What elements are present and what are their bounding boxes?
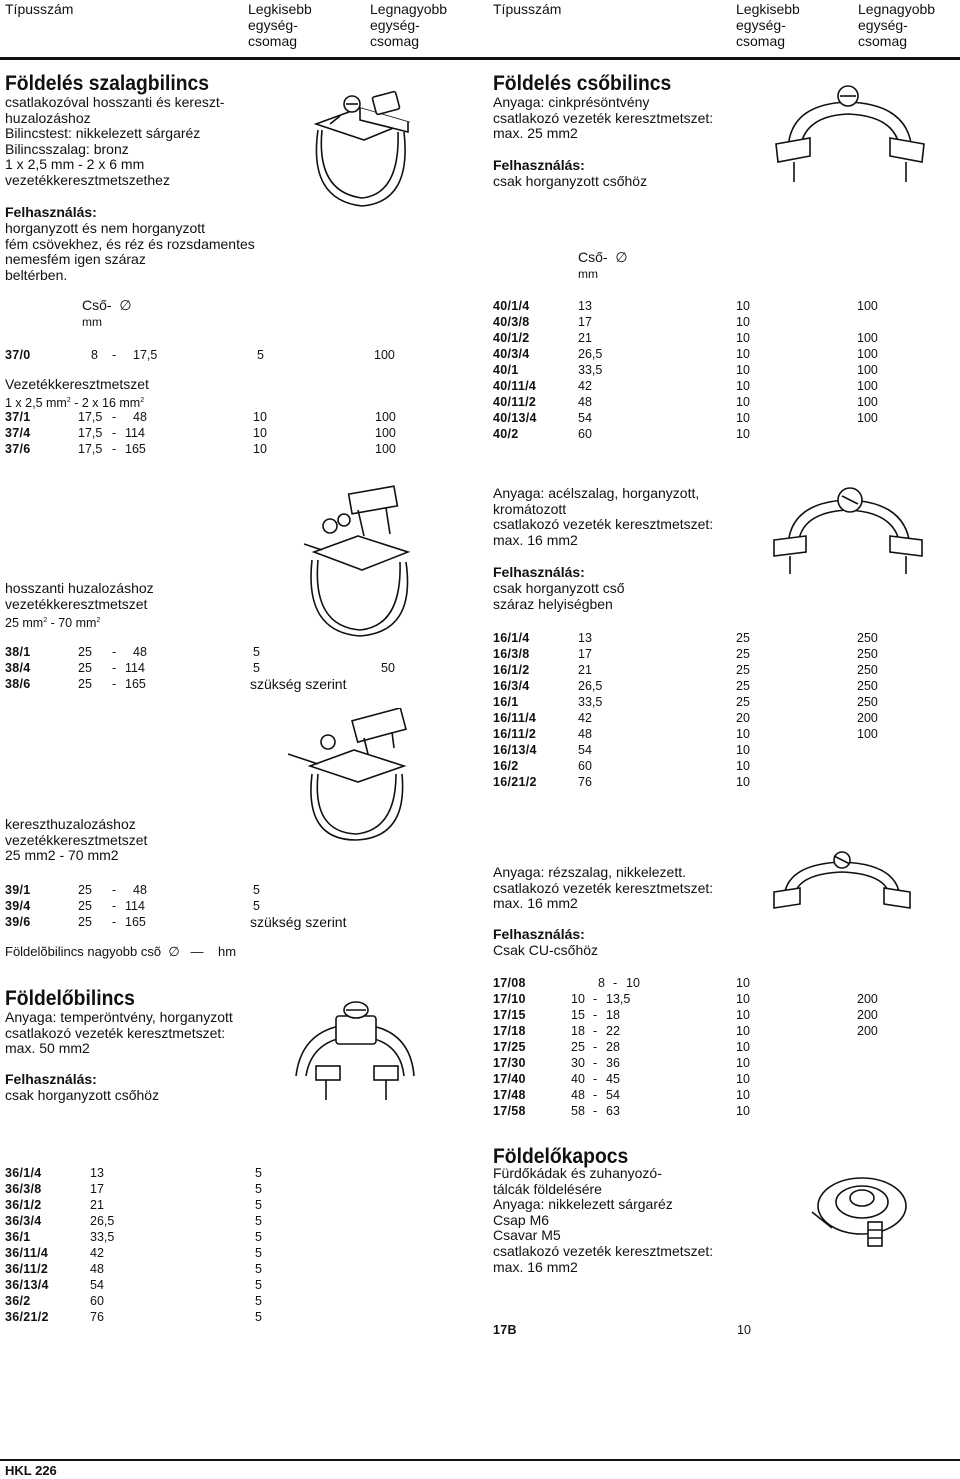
header-max: Legnagyobb egység- csomag (370, 1, 448, 49)
table-row: 39/1 25 - 48 5 (5, 883, 260, 897)
use-text: Csak CU-csőhöz (493, 942, 599, 958)
header-min: Legkisebb egység- csomag (736, 1, 800, 49)
use-label: Felhasználás: (5, 1071, 97, 1087)
table-row: 16/11/4 42 20 200 (493, 711, 878, 725)
table-row: 36/1 33,5 5 (5, 1230, 262, 1244)
pipe-clamp-illustration (770, 82, 930, 192)
section-desc: Fürdőkádak és zuhanyozó- tálcák földelésére Anyaga: nikkelezett sárgaréz Csap M6 Csavar M5 csatlakozó vezeték keresztmetszet: max. 16 mm2 (493, 1165, 714, 1275)
table-row: 40/1 33,5 10 100 (493, 363, 878, 377)
table-row: 17/30 30 - 36 10 (493, 1056, 750, 1070)
steel-desc: Anyaga: acélszalag, horganyzott, kromátozott csatlakozó vezeték keresztmetszet: max. 16 mm2 (493, 485, 714, 548)
table-row: 40/11/4 42 10 100 (493, 379, 878, 393)
table-row: 36/2 60 5 (5, 1294, 262, 1308)
section-desc: Anyaga: temperöntvény, horganyzott csatlakozó vezeték keresztmetszet: max. 50 mm2 (5, 1009, 233, 1057)
cross-desc: kereszthuzalozáshoz vezetékkeresztmetszet 25 mm2 - 70 mm2 (5, 816, 148, 864)
earthing-clamp-illustration (286, 996, 421, 1106)
table-row: 36/3/8 17 5 (5, 1182, 262, 1196)
header-type: Típusszám (5, 1, 74, 17)
table-row: 37/0 8 - 17,5 5 100 (5, 348, 395, 362)
table-row: 17/58 58 - 63 10 (493, 1104, 750, 1118)
pipe-note: Földelõbilincs nagyobb csõ ∅ — hm (5, 944, 237, 959)
table-row: 17/08 8 - 10 10 (493, 976, 750, 990)
table-row: 17/48 48 - 54 10 (493, 1088, 750, 1102)
use-label: Felhasználás: (493, 564, 585, 580)
cross-section-value: 1 x 2,5 $mm^2 - 2$ x 16 $mm^2$ (5, 396, 145, 411)
terminal-illustration (808, 1158, 918, 1253)
table-row: 40/11/2 48 10 100 (493, 395, 878, 409)
table-row: 16/21/2 76 10 (493, 775, 750, 789)
table-row: 16/1/4 13 25 250 (493, 631, 878, 645)
longitudinal-clamp-illustration (298, 480, 423, 640)
table-row: 38/6 25 - 165 szükség szerint (5, 676, 347, 692)
table-row: 17/10 10 - 13,5 10 200 (493, 992, 878, 1006)
table-row: 17/18 18 - 22 10 200 (493, 1024, 878, 1038)
table-row: 36/3/4 26,5 5 (5, 1214, 262, 1228)
cross-section-label: Vezetékkeresztmetszet (5, 376, 149, 392)
header-max: Legnagyobb egység- csomag (858, 1, 936, 49)
table-row: 36/13/4 54 5 (5, 1278, 262, 1292)
table-row: 40/2 60 10 (493, 427, 750, 441)
table-row: 16/1/2 21 25 250 (493, 663, 878, 677)
table-row: 36/11/4 42 5 (5, 1246, 262, 1260)
table-row: 36/1/2 21 5 (5, 1198, 262, 1212)
use-text: horganyzott és nem horganyzott fém csövekhez, és réz és rozsdamentes nemesfém igen száraz beltérben. (5, 220, 255, 283)
table-row: 36/21/2 76 5 (5, 1310, 262, 1324)
diameter-header: Cső- ∅ mm (82, 297, 132, 329)
footer-rule (0, 1459, 960, 1461)
table-row: 16/11/2 48 10 100 (493, 727, 878, 741)
table-row: 40/3/4 26,5 10 100 (493, 347, 878, 361)
table-row: 40/1/4 13 10 100 (493, 299, 878, 313)
table-row: 16/2 60 10 (493, 759, 750, 773)
cross-section-value: 25 $mm^2 - 70$ $mm^2$ (5, 616, 101, 631)
table-row: 16/1 33,5 25 250 (493, 695, 878, 709)
table-row: 38/1 25 - 48 5 (5, 645, 260, 659)
steel-clamp-illustration (768, 480, 928, 580)
longitudinal-desc: hosszanti huzalozáshoz vezetékkeresztmetszet (5, 580, 154, 612)
copper-desc: Anyaga: rézszalag, nikkelezett. csatlakozó vezeték keresztmetszet: max. 16 mm2 (493, 864, 714, 912)
table-row: 40/3/8 17 10 (493, 315, 750, 329)
section-title: Földelőbilincs (5, 987, 135, 1010)
section-desc: Anyaga: cinkprésöntvény csatlakozó vezeték keresztmetszet: max. 25 mm2 (493, 94, 714, 142)
page-number: HKL 226 (5, 1463, 57, 1478)
table-row: 17/25 25 - 28 10 (493, 1040, 750, 1054)
header-rule (0, 57, 960, 60)
table-row: 36/11/2 48 5 (5, 1262, 262, 1276)
use-label: Felhasználás: (5, 204, 97, 220)
table-row: 36/1/4 13 5 (5, 1166, 262, 1180)
use-label: Felhasználás: (493, 157, 585, 173)
section-title: Földelés szalagbilincs (5, 72, 210, 95)
table-row: 39/6 25 - 165 szükség szerint (5, 914, 347, 930)
table-row: 38/4 25 - 114 5 50 (5, 661, 395, 675)
table-row: 17/40 40 - 45 10 (493, 1072, 750, 1086)
table-row: 40/13/4 54 10 100 (493, 411, 878, 425)
table-row: 39/4 25 - 114 5 (5, 899, 260, 913)
table-row: 16/13/4 54 10 (493, 743, 750, 757)
use-text: csak horganyzott csőhöz (5, 1087, 160, 1103)
table-row: 40/1/2 21 10 100 (493, 331, 878, 345)
table-row: 37/6 17,5 - 165 10 100 (5, 442, 396, 456)
header-min: Legkisebb egység- csomag (248, 1, 312, 49)
table-row: 17/15 15 - 18 10 200 (493, 1008, 878, 1022)
table-row: 37/1 17,5 - 48 10 100 (5, 410, 396, 424)
diameter-header: Cső- ∅ mm (578, 249, 628, 281)
cross-clamp-illustration (282, 708, 422, 843)
section-desc: csatlakozóval hosszanti és kereszt- huzalozáshoz Bilincstest: nikkelezett sárgaréz Bilincsszalag: bronz 1 x 2,5 mm - 2 x 6 mm vezetékkeresztmetszethez (5, 94, 225, 188)
table-row: 17B 10 (493, 1323, 751, 1337)
table-row: 16/3/8 17 25 250 (493, 647, 878, 661)
section-title: Földelés csőbilincs (493, 72, 672, 95)
use-text: csak horganyzott csőhöz (493, 173, 648, 189)
use-text: csak horganyzott cső száraz helyiségben (493, 580, 625, 612)
use-label: Felhasználás: (493, 926, 585, 942)
band-clamp-illustration (300, 80, 425, 212)
header-type: Típusszám (493, 1, 562, 17)
table-row: 37/4 17,5 - 114 10 100 (5, 426, 396, 440)
table-row: 16/3/4 26,5 25 250 (493, 679, 878, 693)
section-title: Földelőkapocs (493, 1145, 629, 1168)
copper-clamp-illustration (770, 848, 915, 918)
